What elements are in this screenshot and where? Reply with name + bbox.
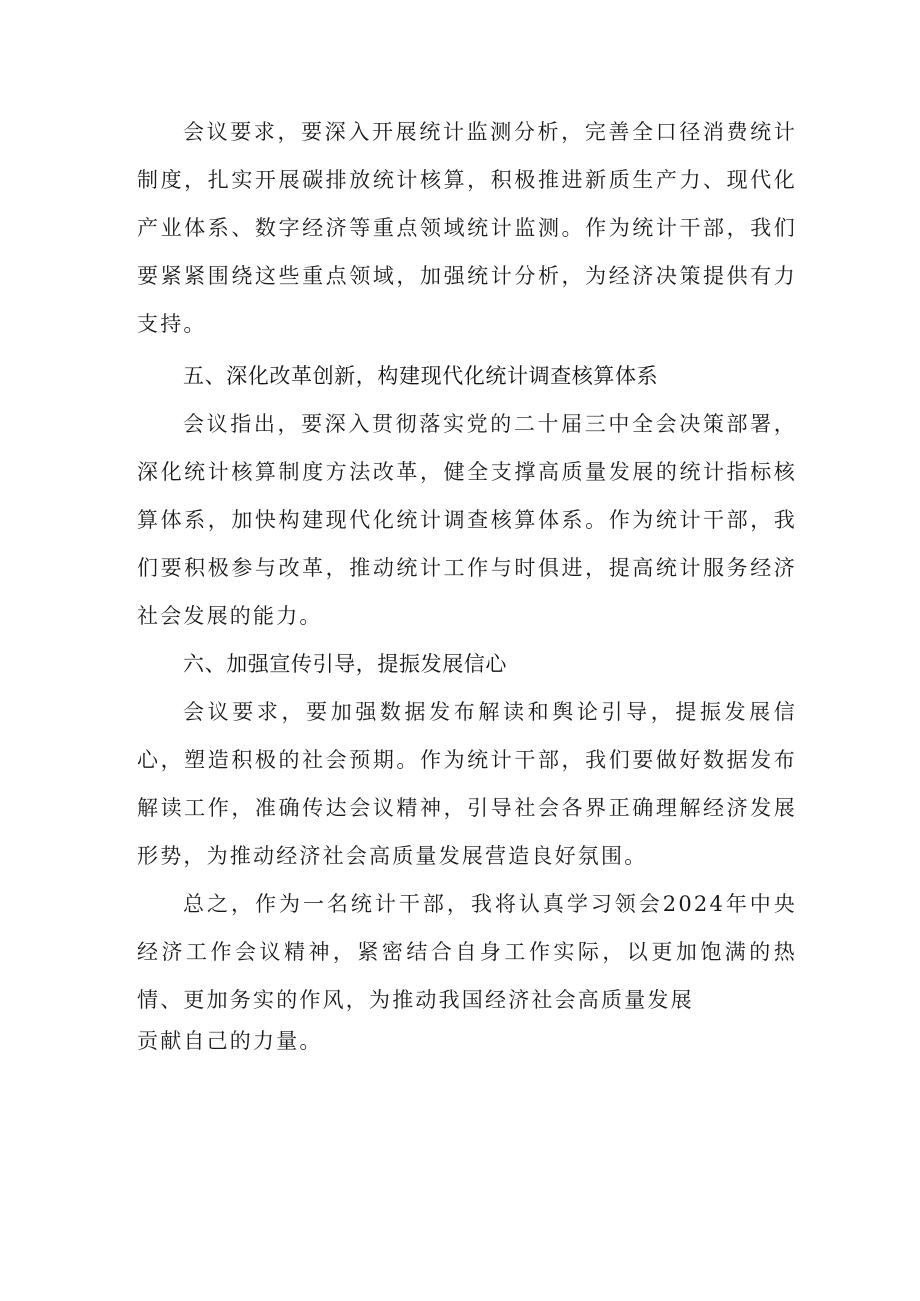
- section-heading-6: 六、加强宣传引导，提振发展信心: [183, 652, 507, 676]
- section-heading-5: 五、深化改革创新，构建现代化统计调查核算体系: [183, 364, 659, 388]
- paragraph-reform-innovation: 会议指出，要深入贯彻落实党的二十届三中全会决策部署，深化统计核算制度方法改革，健全支撑高质量发展的统计指标核算体系，加快构建现代化统计调查核算体系。作为统计干部，我们要积极参与改革，推动统计工作与时俱进，提高统计服务经济社会发展的能力。: [137, 412, 797, 628]
- section-block-5: [137, 352, 797, 640]
- section-block-1: [137, 108, 797, 348]
- paragraph-conclusion: 总之，作为一名统计干部，我将认真学习领会2024年中央经济工作会议精神，紧密结合自身工作实际，以更加饱满的热情、更加务实的作风，为推动我国经济社会高质量发展: [137, 892, 797, 1012]
- paragraph-publicity-guidance: 会议要求，要加强数据发布解读和舆论引导，提振发展信心，塑造积极的社会预期。作为统计干部，我们要做好数据发布解读工作，准确传达会议精神，引导社会各界正确理解经济发展形势，为推动经济社会高质量发展营造良好氛围。: [137, 700, 797, 868]
- paragraph-statistics-monitoring: 会议要求，要深入开展统计监测分析，完善全口径消费统计制度，扎实开展碳排放统计核算，积极推进新质生产力、现代化产业体系、数字经济等重点领域统计监测。作为统计干部，我们要紧紧围绕这些重点领域，加强统计分析，为经济决策提供有力支持。: [137, 120, 797, 336]
- section-block-6: [137, 640, 797, 880]
- paragraph-conclusion-tail: 贡献自己的力量。: [137, 1029, 323, 1053]
- section-block-conclusion: [137, 880, 797, 1058]
